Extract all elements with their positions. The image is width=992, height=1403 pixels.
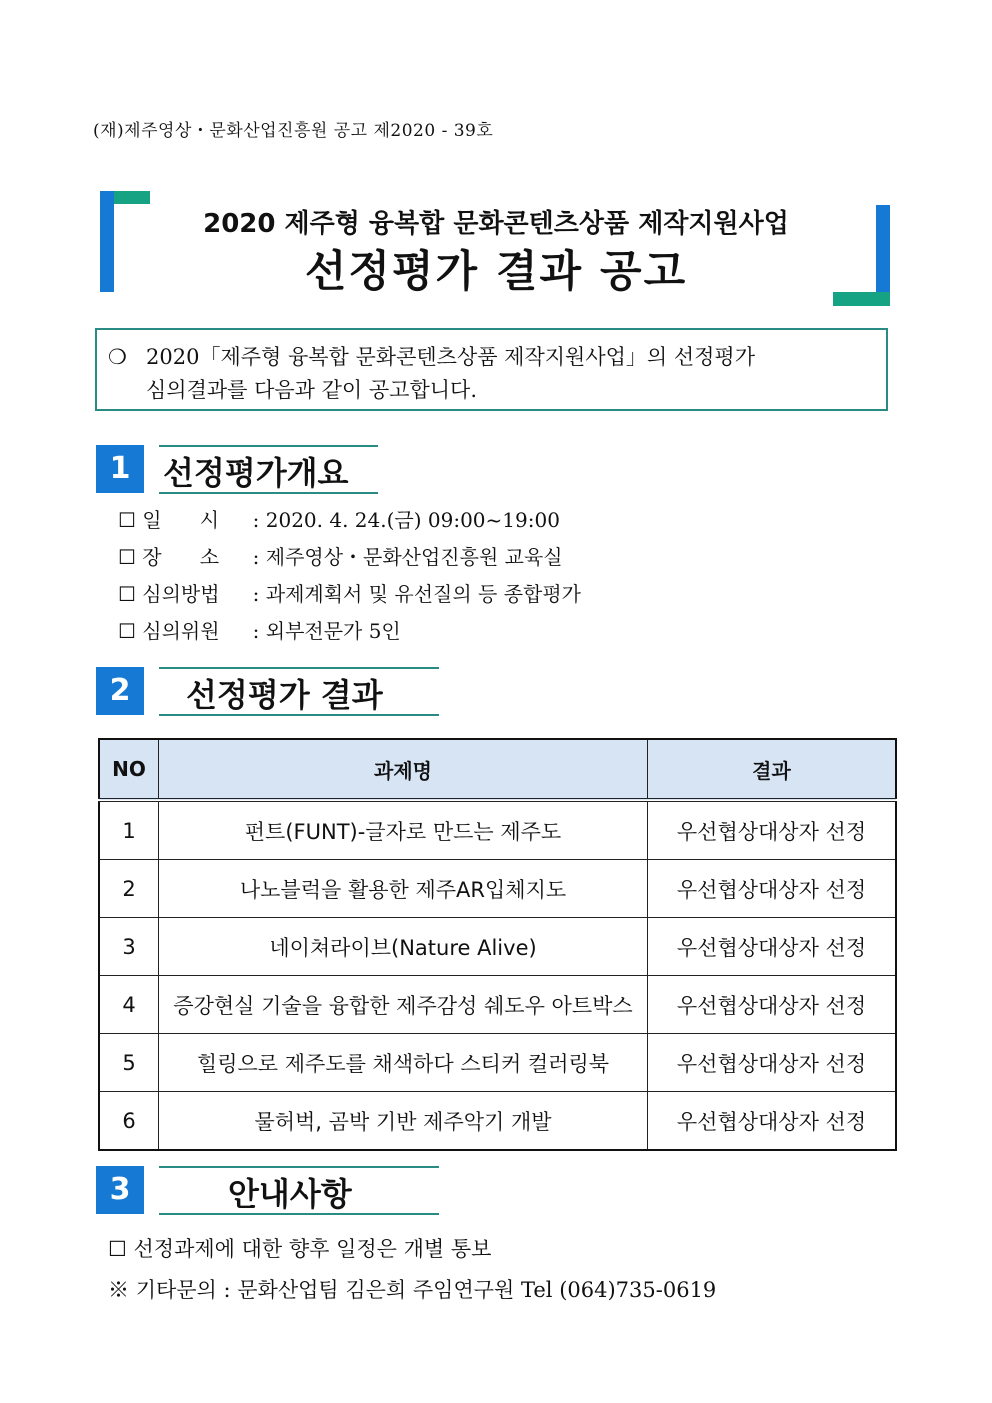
cell-result: 우선협상대상자 선정 xyxy=(648,800,897,860)
header-project: 과제명 xyxy=(159,739,648,800)
checkbox-icon: ☐ xyxy=(118,508,136,532)
cell-project: 펀트(FUNT)-글자로 만드는 제주도 xyxy=(159,800,648,860)
contact-note xyxy=(108,1274,716,1304)
bracket-right-side xyxy=(876,205,890,297)
section-3-number: 3 xyxy=(96,1166,144,1214)
section-1-top-line xyxy=(159,445,378,447)
cell-result: 우선협상대상자 선정 xyxy=(648,860,897,918)
section-1-title: 선정평가개요 xyxy=(163,454,349,492)
cell-result: 우선협상대상자 선정 xyxy=(648,1034,897,1092)
section-2-top-line xyxy=(159,667,439,669)
cell-project: 나노블럭을 활용한 제주AR입체지도 xyxy=(159,860,648,918)
cell-result: 우선협상대상자 선정 xyxy=(648,976,897,1034)
cell-result: 우선협상대상자 선정 xyxy=(648,1092,897,1151)
cell-no: 6 xyxy=(99,1092,159,1151)
checkbox-icon: ☐ xyxy=(118,619,136,643)
notice-number: (재)제주영상・문화산업진흥원 공고 제2020 - 39호 xyxy=(93,121,494,141)
checkbox-icon: ☐ xyxy=(108,1237,127,1261)
overview-item-committee xyxy=(118,615,401,644)
checkbox-icon: ☐ xyxy=(118,545,136,569)
intro-line-2: 심의결과를 다음과 같이 공고합니다. xyxy=(146,378,477,402)
overview-item-place xyxy=(118,541,563,570)
overview-label: 심의방법 xyxy=(142,582,220,606)
overview-value: : 외부전문가 5인 xyxy=(252,619,401,643)
notice-item xyxy=(108,1233,491,1263)
checkbox-icon: ☐ xyxy=(118,582,136,606)
cell-project: 증강현실 기술을 융합한 제주감성 쉐도우 아트박스 xyxy=(159,976,648,1034)
circle-bullet-icon: ❍ xyxy=(108,345,127,369)
overview-item-date xyxy=(118,504,560,533)
cell-project: 물허벅, 곰박 기반 제주악기 개발 xyxy=(159,1092,648,1151)
section-3-top-line xyxy=(159,1166,439,1168)
table-row xyxy=(99,1092,896,1151)
header-no: NO xyxy=(99,739,159,800)
document-subtitle: 2020 제주형 융복합 문화콘텐츠상품 제작지원사업 xyxy=(203,209,789,239)
cell-no: 3 xyxy=(99,918,159,976)
section-1-number: 1 xyxy=(96,445,144,493)
cell-project: 네이쳐라이브(Nature Alive) xyxy=(159,918,648,976)
results-table xyxy=(98,738,897,1151)
overview-value: : 2020. 4. 24.(금) 09:00~19:00 xyxy=(252,508,560,532)
cell-no: 5 xyxy=(99,1034,159,1092)
table-row xyxy=(99,860,896,918)
table-row xyxy=(99,918,896,976)
document-title: 선정평가 결과 공고 xyxy=(304,247,688,297)
table-row xyxy=(99,800,896,860)
table-row xyxy=(99,976,896,1034)
cell-no: 2 xyxy=(99,860,159,918)
table-header-row xyxy=(99,739,896,800)
cell-result: 우선협상대상자 선정 xyxy=(648,918,897,976)
overview-label: 심의위원 xyxy=(142,619,220,643)
cell-no: 1 xyxy=(99,800,159,860)
overview-value: : 제주영상・문화산업진흥원 교육실 xyxy=(252,545,563,569)
cell-no: 4 xyxy=(99,976,159,1034)
overview-label: 장 소 xyxy=(142,545,220,569)
table-row xyxy=(99,1034,896,1092)
overview-item-method xyxy=(118,578,581,607)
intro-text-1: 2020「제주형 융복합 문화콘텐츠상품 제작지원사업」의 선정평가 xyxy=(146,345,756,369)
overview-label: 일 시 xyxy=(142,508,220,532)
section-2-title: 선정평가 결과 xyxy=(186,676,383,714)
notice-item-text: 선정과제에 대한 향후 일정은 개별 통보 xyxy=(133,1237,492,1261)
section-3-title: 안내사항 xyxy=(228,1175,352,1213)
header-result: 결과 xyxy=(648,739,897,800)
overview-value: : 과제계획서 및 유선질의 등 종합평가 xyxy=(252,582,581,606)
contact-note-text: 기타문의 : 문화산업팀 김은희 주임연구원 Tel (064)735-0619 xyxy=(135,1278,717,1302)
section-2-number: 2 xyxy=(96,667,144,715)
intro-line-1 xyxy=(108,341,755,371)
cell-project: 힐링으로 제주도를 채색하다 스티커 컬러링북 xyxy=(159,1034,648,1092)
reference-mark-icon: ※ xyxy=(108,1278,129,1302)
bracket-left-side xyxy=(100,191,114,292)
